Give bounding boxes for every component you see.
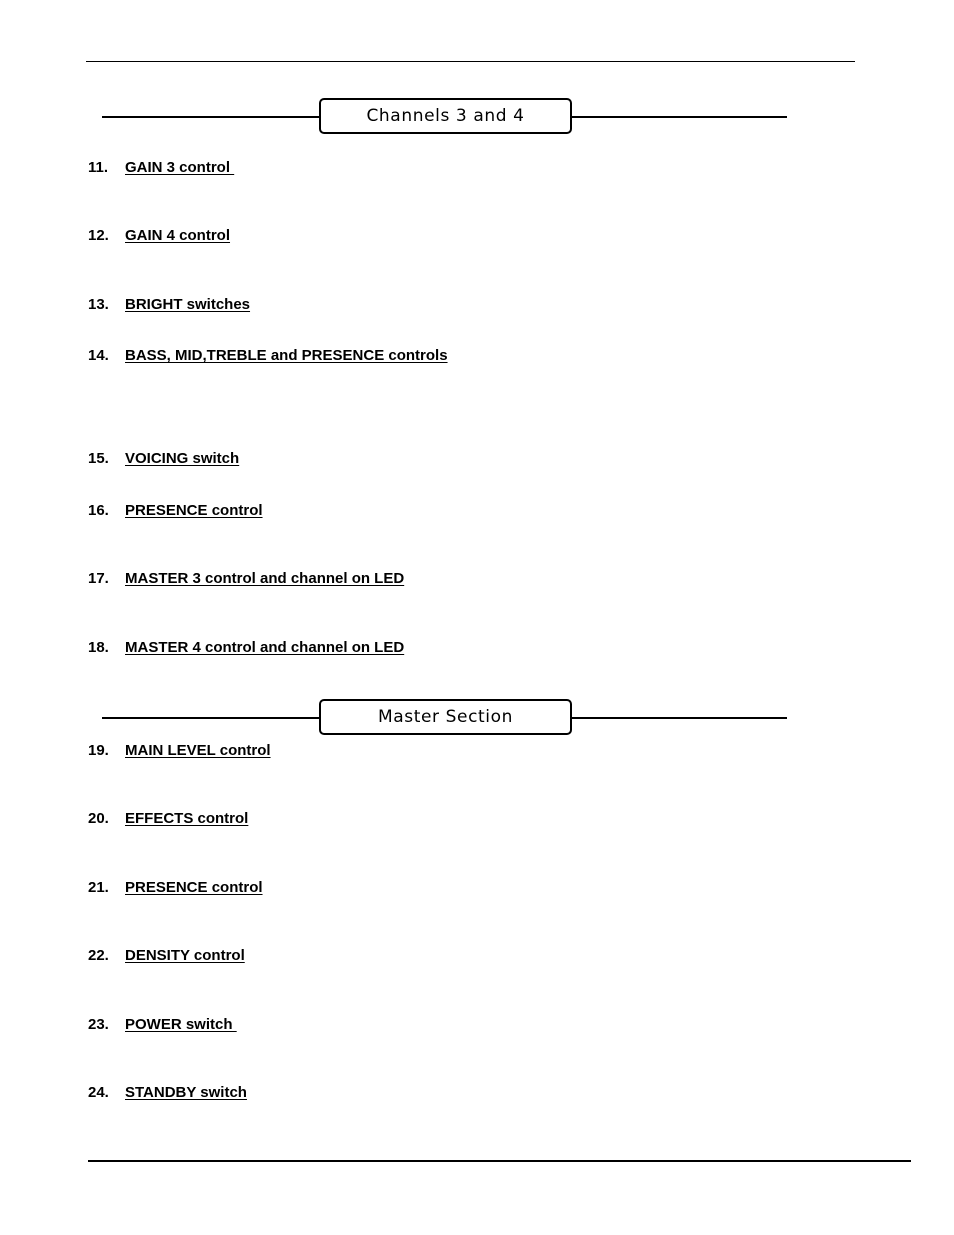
item-label: PRESENCE control [125, 502, 263, 519]
list-item [88, 227, 230, 245]
list-item [88, 742, 271, 760]
list-item [88, 450, 239, 468]
item-label: BASS, MID,TREBLE and PRESENCE controls [125, 347, 448, 364]
item-label: EFFECTS control [125, 810, 249, 827]
section-header-master [102, 699, 787, 733]
section-header-channels [102, 98, 787, 132]
item-number: 22. [88, 947, 109, 964]
header-line-left [102, 116, 319, 118]
header-line-left [102, 717, 319, 719]
item-label: POWER switch [125, 1016, 237, 1033]
item-number: 15. [88, 450, 109, 467]
list-item [88, 810, 248, 828]
item-label: GAIN 4 control [125, 227, 231, 244]
item-label: MAIN LEVEL control [125, 742, 271, 759]
item-number: 18. [88, 639, 109, 656]
item-number: 21. [88, 879, 109, 896]
item-label: STANDBY switch [125, 1084, 247, 1101]
list-item [88, 879, 263, 897]
item-label: MASTER 4 control and channel on LED [125, 639, 405, 656]
header-line-right [570, 116, 787, 118]
list-item [88, 639, 404, 657]
item-label: PRESENCE control [125, 879, 263, 896]
list-item [88, 947, 245, 965]
item-number: 12. [88, 227, 109, 244]
item-label: MASTER 3 control and channel on LED [125, 570, 405, 587]
item-number: 17. [88, 570, 109, 587]
item-number: 23. [88, 1016, 109, 1033]
list-item [88, 570, 404, 588]
item-number: 11. [88, 159, 109, 176]
item-number: 20. [88, 810, 109, 827]
section-title: Channels 3 and 4 [319, 98, 572, 134]
bottom-rule [88, 1160, 911, 1162]
item-number: 14. [88, 347, 109, 364]
header-line-right [570, 717, 787, 719]
item-number: 24. [88, 1084, 109, 1101]
list-item [88, 502, 263, 520]
item-label: BRIGHT switches [125, 296, 251, 313]
item-label: DENSITY control [125, 947, 245, 964]
list-item [88, 1016, 237, 1034]
list-item [88, 296, 250, 314]
item-label: VOICING switch [125, 450, 240, 467]
top-rule [86, 61, 855, 62]
item-number: 19. [88, 742, 109, 759]
section-title: Master Section [319, 699, 572, 735]
item-number: 13. [88, 296, 109, 313]
list-item [88, 1084, 247, 1102]
list-item [88, 347, 448, 365]
item-label: GAIN 3 control [125, 159, 235, 176]
list-item [88, 159, 234, 177]
item-number: 16. [88, 502, 109, 519]
